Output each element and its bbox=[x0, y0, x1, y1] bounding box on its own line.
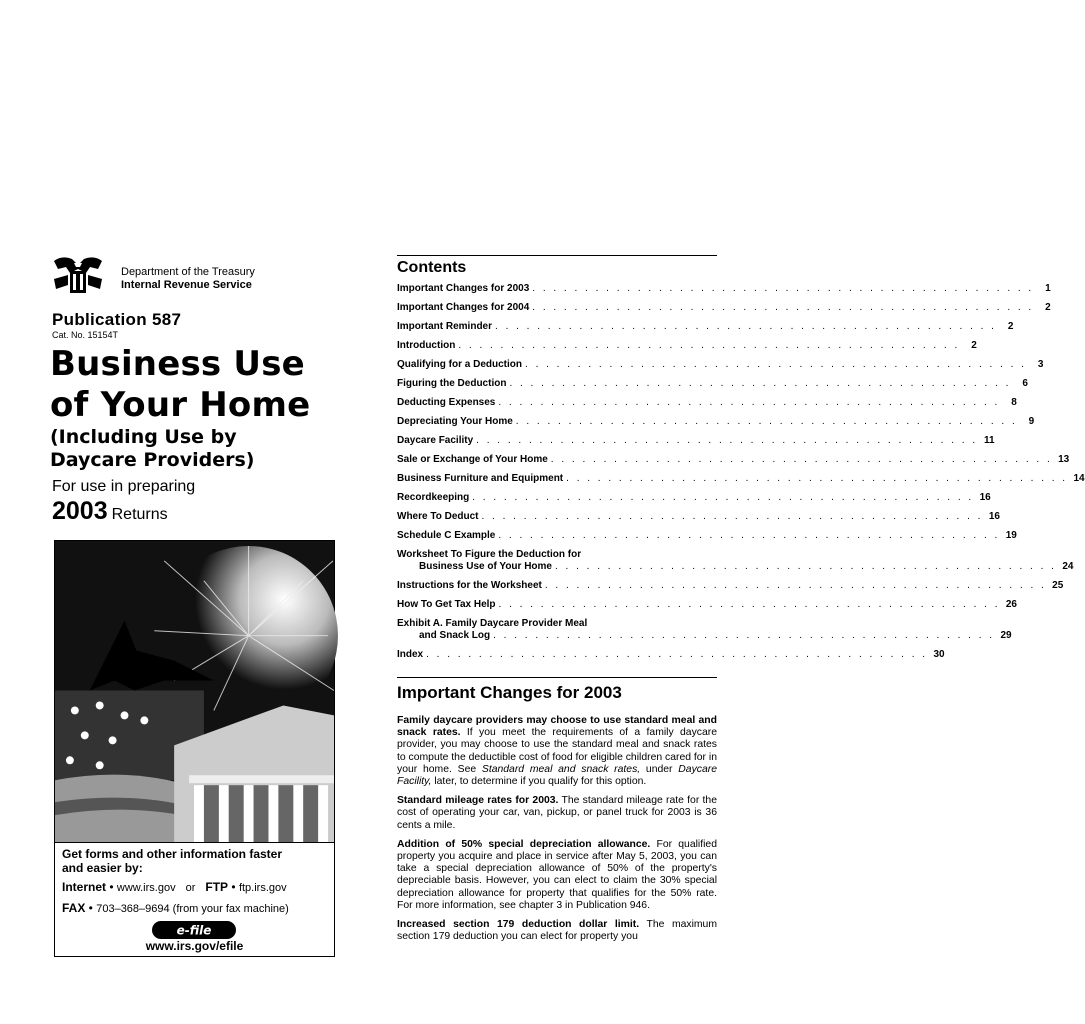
toc-leader-dots: . . . . . . . . . . . . . . . . . . . . . . . . . . . . . . . . . . . . . . . . . . . . . . . . bbox=[566, 473, 1068, 484]
p3-bold: Addition of 50% special depreciation allowance. bbox=[397, 838, 651, 850]
toc-page-number: 2 bbox=[1045, 302, 1051, 313]
paragraph-daycare-meal-rates bbox=[397, 715, 717, 788]
toc-page-number: 2 bbox=[1007, 321, 1014, 332]
toc-leader-dots: . . . . . . . . . . . . . . . . . . . . . . . . . . . . . . . . . . . . . . . . . . . . . . . . bbox=[544, 580, 1047, 591]
toc-item[interactable] bbox=[397, 492, 991, 504]
for-use-text: For use in preparing bbox=[52, 478, 196, 495]
toc-item-label: Daycare Facility bbox=[397, 435, 474, 446]
toc-leader-dots: . . . . . . . . . . . . . . . . . . . . . . . . . . . . . . . . . . . . . . . . . . . . . . . . bbox=[493, 630, 995, 641]
ftp-label: FTP bbox=[205, 880, 229, 894]
toc-item[interactable] bbox=[397, 435, 995, 447]
fax-label: FAX bbox=[62, 901, 86, 915]
toc-item[interactable] bbox=[397, 473, 1085, 485]
toc-item[interactable] bbox=[397, 454, 1070, 466]
department-header bbox=[121, 266, 255, 292]
toc-leader-dots: . . . . . . . . . . . . . . . . . . . . . . . . . . . . . . . . . . . . . . . . . . . . . . . . bbox=[515, 416, 1018, 427]
toc-item-label[interactable]: Worksheet To Figure the Deduction for bbox=[397, 549, 582, 560]
toc-item-label: Business Use of Your Home bbox=[419, 561, 552, 572]
title-line-1: Business Use bbox=[50, 344, 305, 384]
p1-bold: Family daycare providers may choose to use standard meal and snack rates. bbox=[397, 715, 717, 739]
returns-label: Returns bbox=[111, 506, 168, 523]
efile-link[interactable]: www.irs.gov/efile bbox=[145, 939, 244, 953]
toc-item-label[interactable]: Exhibit A. Family Daycare Provider Meal bbox=[397, 618, 588, 629]
info-box-heading: Get forms and other information faster and easier by: bbox=[62, 847, 283, 875]
year-value: 2003 bbox=[52, 497, 108, 525]
toc-page-number: 16 bbox=[979, 492, 991, 503]
toc-item-label: Where To Deduct bbox=[397, 511, 479, 522]
toc-item[interactable] bbox=[397, 580, 1064, 592]
toc-page-number: 2 bbox=[971, 340, 977, 351]
toc-page-number: 6 bbox=[1022, 378, 1028, 389]
dept-name: Department of the Treasury bbox=[121, 266, 255, 278]
toc-page-number: 25 bbox=[1052, 580, 1064, 591]
tax-year bbox=[52, 497, 168, 526]
toc-leader-dots: . . . . . . . . . . . . . . . . . . . . . . . . . . . . . . . . . . . . . . . . . . . . . . . . bbox=[472, 492, 974, 503]
toc-item-label: Qualifying for a Deduction bbox=[397, 359, 523, 370]
toc-item-label: Instructions for the Worksheet bbox=[397, 580, 542, 591]
catalog-number: Cat. No. 15154T bbox=[52, 330, 119, 340]
important-changes-heading: Important Changes for 2003 bbox=[397, 683, 622, 702]
p2-bold: Standard mileage rates for 2003. bbox=[397, 795, 559, 807]
toc-page-number: 14 bbox=[1073, 473, 1085, 484]
toc-item-label: Introduction bbox=[397, 340, 456, 351]
p4-bold: Increased section 179 deduction dollar limit. bbox=[397, 919, 640, 931]
toc-item-label: How To Get Tax Help bbox=[397, 599, 496, 610]
efile-logo-icon bbox=[152, 921, 236, 939]
fax-row: FAX • 703–368–9694 (from your fax machine) bbox=[62, 901, 289, 915]
paragraph-mileage-rates bbox=[397, 795, 717, 832]
toc-item[interactable] bbox=[397, 561, 1074, 573]
paragraph-depreciation bbox=[397, 839, 717, 912]
toc-leader-dots: . . . . . . . . . . . . . . . . . . . . . . . . . . . . . . . . . . . . . . . . . . . . . . . . bbox=[509, 378, 1011, 389]
toc-leader-dots: . . . . . . . . . . . . . . . . . . . . . . . . . . . . . . . . . . . . . . . . . . . . . . . . bbox=[525, 359, 1027, 370]
or-text: or bbox=[185, 882, 196, 894]
p2-text: The standard mileage rate for the cost of operating your car, van, pickup, or panel truck for 2003 is 36 cents a mile. bbox=[397, 795, 717, 831]
p1-italic-1: Standard meal and snack rates, bbox=[481, 763, 641, 775]
toc-item[interactable] bbox=[397, 630, 1012, 642]
toc-item-label: Recordkeeping bbox=[397, 492, 470, 503]
toc-leader-dots: . . . . . . . . . . . . . . . . . . . . . . . . . . . . . . . . . . . . . . . . . . . . . . . . bbox=[550, 454, 1053, 465]
toc-item[interactable] bbox=[397, 416, 1035, 428]
section-rule bbox=[397, 677, 717, 678]
toc-page-number: 30 bbox=[933, 649, 945, 660]
toc-item-label: Important Reminder bbox=[397, 321, 493, 332]
toc-item[interactable] bbox=[397, 511, 1000, 523]
important-changes-body bbox=[397, 715, 717, 950]
toc-leader-dots: . . . . . . . . . . . . . . . . . . . . . . . . . . . . . . . . . . . . . . . . . . . . . . . . bbox=[532, 302, 1034, 313]
toc-item[interactable] bbox=[397, 378, 1028, 390]
cover-photo bbox=[54, 540, 335, 843]
toc-item-label: Business Furniture and Equipment bbox=[397, 473, 564, 484]
irs-eagle-logo-icon bbox=[52, 255, 104, 295]
toc-page-number: 29 bbox=[1000, 630, 1012, 641]
toc-leader-dots: . . . . . . . . . . . . . . . . . . . . . . . . . . . . . . . . . . . . . . . . . . . . . . . . bbox=[476, 435, 978, 446]
p1-text-a: If you meet the requirements of a family daycare provider, you may choose to use the standard meal and snack rates to compute the deductible cost of food for eligible children cared for in your home. See bbox=[397, 727, 717, 775]
toc-leader-dots: . . . . . . . . . . . . . . . . . . . . . . . . . . . . . . . . . . . . . . . . . . . . . . . . bbox=[532, 283, 1034, 294]
tax-help-info-box bbox=[54, 842, 335, 957]
toc-page-number: 26 bbox=[1005, 599, 1017, 610]
contents-heading: Contents bbox=[397, 259, 467, 276]
toc-item-label: Depreciating Your Home bbox=[397, 416, 513, 427]
toc-item[interactable] bbox=[397, 359, 1044, 371]
paragraph-section-179 bbox=[397, 919, 717, 943]
subtitle-line-2: Daycare Providers) bbox=[50, 449, 255, 471]
toc-page-number: 13 bbox=[1058, 454, 1070, 465]
toc-item-label: Deducting Expenses bbox=[397, 397, 496, 408]
toc-item-label: Sale or Exchange of Your Home bbox=[397, 454, 548, 465]
toc-item-label: Figuring the Deduction bbox=[397, 378, 507, 389]
agency-name: Internal Revenue Service bbox=[121, 279, 252, 291]
internet-link[interactable]: www.irs.gov bbox=[116, 882, 176, 894]
toc-item[interactable] bbox=[397, 397, 1017, 409]
toc-item-label: Important Changes for 2003 bbox=[397, 283, 530, 294]
toc-leader-dots: . . . . . . . . . . . . . . . . . . . . . . . . . . . . . . . . . . . . . . . . . . . . . . . . bbox=[498, 397, 1000, 408]
p4-text: The maximum section 179 deduction you can elect for property you bbox=[397, 919, 717, 943]
toc-item[interactable] bbox=[397, 530, 1017, 542]
toc-item[interactable] bbox=[397, 321, 1014, 333]
toc-item[interactable] bbox=[397, 302, 1051, 314]
toc-leader-dots: . . . . . . . . . . . . . . . . . . . . . . . . . . . . . . . . . . . . . . . . . . . . . . . . bbox=[481, 511, 983, 522]
toc-leader-dots: . . . . . . . . . . . . . . . . . . . . . . . . . . . . . . . . . . . . . . . . . . . . . . . . bbox=[498, 599, 1000, 610]
toc-item[interactable] bbox=[397, 340, 977, 352]
efile-logo-text: e-file bbox=[176, 923, 212, 938]
document-subtitle bbox=[50, 426, 254, 472]
internet-ftp-row: Internet • www.irs.gov or FTP • ftp.irs.gov bbox=[62, 880, 287, 894]
toc-page-number: 1 bbox=[1045, 283, 1051, 294]
p3-text: For qualified property you acquire and place in service after May 5, 2003, you can take a special depreciation allowance of 50% of the property's depreciable basis. However, you can elect to claim the 30% special depreciation allowance for property that qualifies for the 50% rate. For more information, see chapter 3 in Publication 946. bbox=[397, 838, 717, 911]
internet-label: Internet bbox=[62, 880, 107, 894]
fax-number: 703–368–9694 (from your fax machine) bbox=[96, 903, 289, 915]
publication-number: Publication 587 bbox=[52, 310, 182, 329]
title-line-2: of Your Home bbox=[50, 385, 311, 425]
toc-page-number: 19 bbox=[1005, 530, 1017, 541]
toc-page-number: 11 bbox=[984, 435, 995, 446]
toc-item-label: Important Changes for 2004 bbox=[397, 302, 530, 313]
p1-text-c: later, to determine if you qualify for this option. bbox=[431, 776, 647, 788]
toc-leader-dots: . . . . . . . . . . . . . . . . . . . . . . . . . . . . . . . . . . . . . . . . . . . . . . . . bbox=[426, 649, 928, 660]
top-rule bbox=[397, 255, 717, 256]
p1-text-b: under bbox=[640, 763, 679, 775]
toc-item[interactable] bbox=[397, 283, 1051, 295]
toc-item[interactable] bbox=[397, 649, 945, 661]
document-title bbox=[50, 344, 310, 426]
toc-page-number: 9 bbox=[1028, 416, 1035, 427]
toc-leader-dots: . . . . . . . . . . . . . . . . . . . . . . . . . . . . . . . . . . . . . . . . . . . . . . . . bbox=[495, 321, 997, 332]
subtitle-line-1: (Including Use by bbox=[50, 426, 237, 448]
toc-page-number: 24 bbox=[1062, 561, 1074, 572]
toc-item[interactable] bbox=[397, 599, 1017, 611]
ftp-link[interactable]: ftp.irs.gov bbox=[238, 882, 287, 894]
toc-page-number: 8 bbox=[1011, 397, 1017, 408]
table-of-contents bbox=[397, 283, 1085, 668]
toc-item-label: Index bbox=[397, 649, 424, 660]
toc-page-number: 3 bbox=[1037, 359, 1044, 370]
toc-item-label: and Snack Log bbox=[419, 630, 491, 641]
toc-page-number: 16 bbox=[988, 511, 1000, 522]
toc-item-label: Schedule C Example bbox=[397, 530, 496, 541]
toc-leader-dots: . . . . . . . . . . . . . . . . . . . . . . . . . . . . . . . . . . . . . . . . . . . . . . . . bbox=[458, 340, 960, 351]
toc-leader-dots: . . . . . . . . . . . . . . . . . . . . . . . . . . . . . . . . . . . . . . . . . . . . . . . . bbox=[555, 561, 1057, 572]
p1-italic-2: Daycare Facility, bbox=[397, 763, 717, 788]
toc-leader-dots: . . . . . . . . . . . . . . . . . . . . . . . . . . . . . . . . . . . . . . . . . . . . . . . . bbox=[498, 530, 1000, 541]
